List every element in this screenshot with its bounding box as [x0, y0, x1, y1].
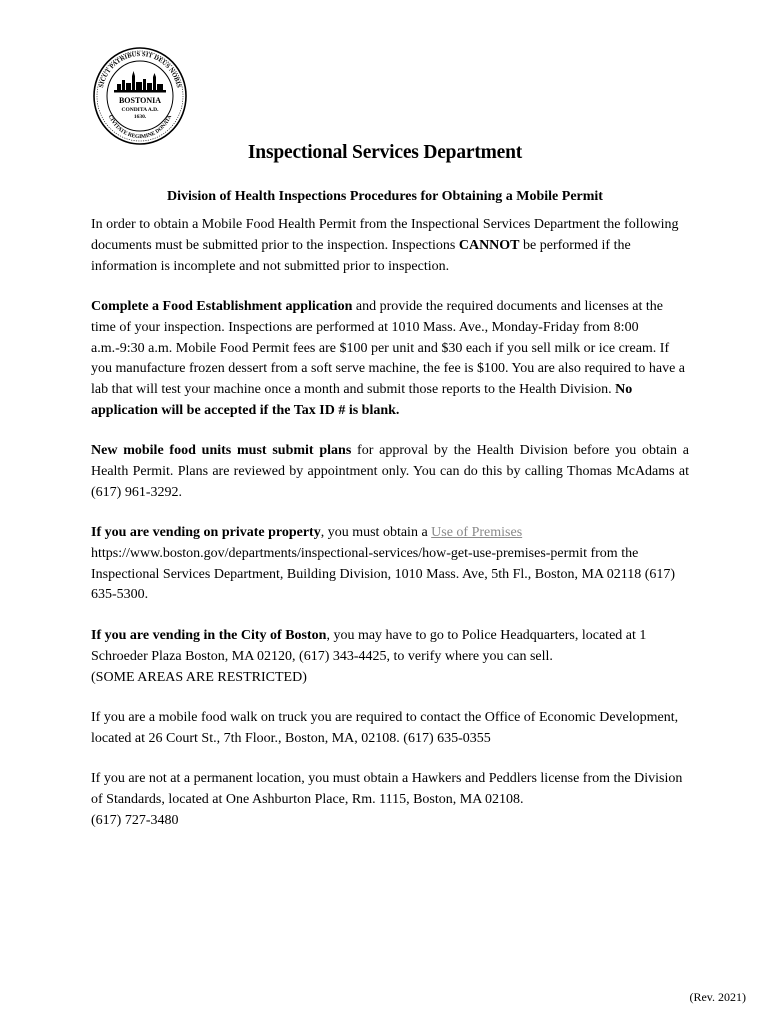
application-paragraph — [91, 297, 689, 422]
page-title: Inspectional Services Department — [247, 142, 523, 163]
seal-city-name: BOSTONIA — [118, 96, 162, 105]
page-subtitle: Division of Health Inspections Procedures for Obtaining a Mobile Permit — [167, 189, 603, 204]
p3-lead: New mobile food units must submit plans — [91, 443, 352, 458]
seal-founded-label: CONDITA A.D. — [121, 107, 159, 113]
hawkers-paragraph — [91, 769, 689, 831]
plans-paragraph — [91, 441, 689, 503]
seal-outer-ring-text: SICUT PATRIBUS SIT DEUS NOBIS — [97, 50, 183, 89]
p5-restricted-note: (SOME AREAS ARE RESTRICTED) — [91, 669, 307, 685]
p3-text: for approval by the Health Division before you obtain a Health Permit. Plans are reviewed by appointment only. You can do this by calling Thomas McAdams at (617) 961-3292. — [91, 443, 689, 500]
p1-text-a: In order to obtain a Mobile Food Health Permit from the Inspectional Services Department the following documents must be submitted prior to the inspection. Inspections — [91, 217, 679, 253]
p5-text: , you may have to go to Police Headquarters, located at 1 Schroeder Plaza Boston, MA 02120, (617) 343-4425, to verify where you can sell. — [91, 628, 647, 664]
p6-text: If you are a mobile food walk on truck you are required to contact the Office of Economic Development, located at 26 Court St., 7th Floor., Boston, MA, 02108. (617) 635-0355 — [91, 710, 679, 746]
use-of-premises-link[interactable]: Use of Premises — [431, 525, 523, 540]
city-vending-paragraph — [91, 626, 689, 688]
p5-lead: If you are vending in the City of Boston — [91, 628, 327, 643]
intro-paragraph — [91, 215, 689, 277]
walk-on-truck-paragraph — [91, 708, 689, 750]
p2-warning: No application will be accepted if the Tax ID # is blank. — [91, 382, 633, 418]
private-property-paragraph — [91, 523, 689, 606]
p1-text-b: be performed if the information is incomplete and not submitted prior to inspection. — [91, 237, 631, 274]
boston-city-seal — [92, 46, 188, 146]
p4-text-b: from the Inspectional Services Department, Building Division, 1010 Mass. Ave, 5th Fl., Boston, MA 02118 (617) 635-5300. — [91, 545, 676, 603]
seal-year: 1630. — [133, 114, 147, 120]
p4-text-a: , you must obtain a — [320, 525, 432, 540]
p7-phone: (617) 727-3480 — [91, 812, 179, 828]
p1-emphasis: CANNOT — [458, 237, 520, 253]
p2-lead: Complete a Food Establishment application — [91, 299, 353, 314]
revision-note: (Rev. 2021) — [689, 990, 746, 1004]
p7-text: If you are not at a permanent location, you must obtain a Hawkers and Peddlers license from the Division of Standards, located at One Ashburton Place, Rm. 1115, Boston, MA 02108. — [91, 771, 683, 807]
p2-text: and provide the required documents and licenses at the time of your inspection. Inspections are performed at 1010 Mass. Ave., Monday-Friday from 8:00 a.m.-9:30 a.m. Mobile Food Permit fees are $100 per unit and $30 each if you sell milk or ice cream. If you manufacture frozen dessert from a soft serve machine, the fee is $100. You are also required to have a lab that will test your machine once a month and submit those reports to the Health Division. — [91, 299, 686, 398]
p4-lead: If you are vending on private property — [91, 525, 321, 540]
use-of-premises-url: https://www.boston.gov/departments/inspectional-services/how-get-use-premises-permit — [91, 545, 587, 561]
seal-inner-ring-text: CIVITATE REGIMINE DONATA — [106, 114, 174, 141]
